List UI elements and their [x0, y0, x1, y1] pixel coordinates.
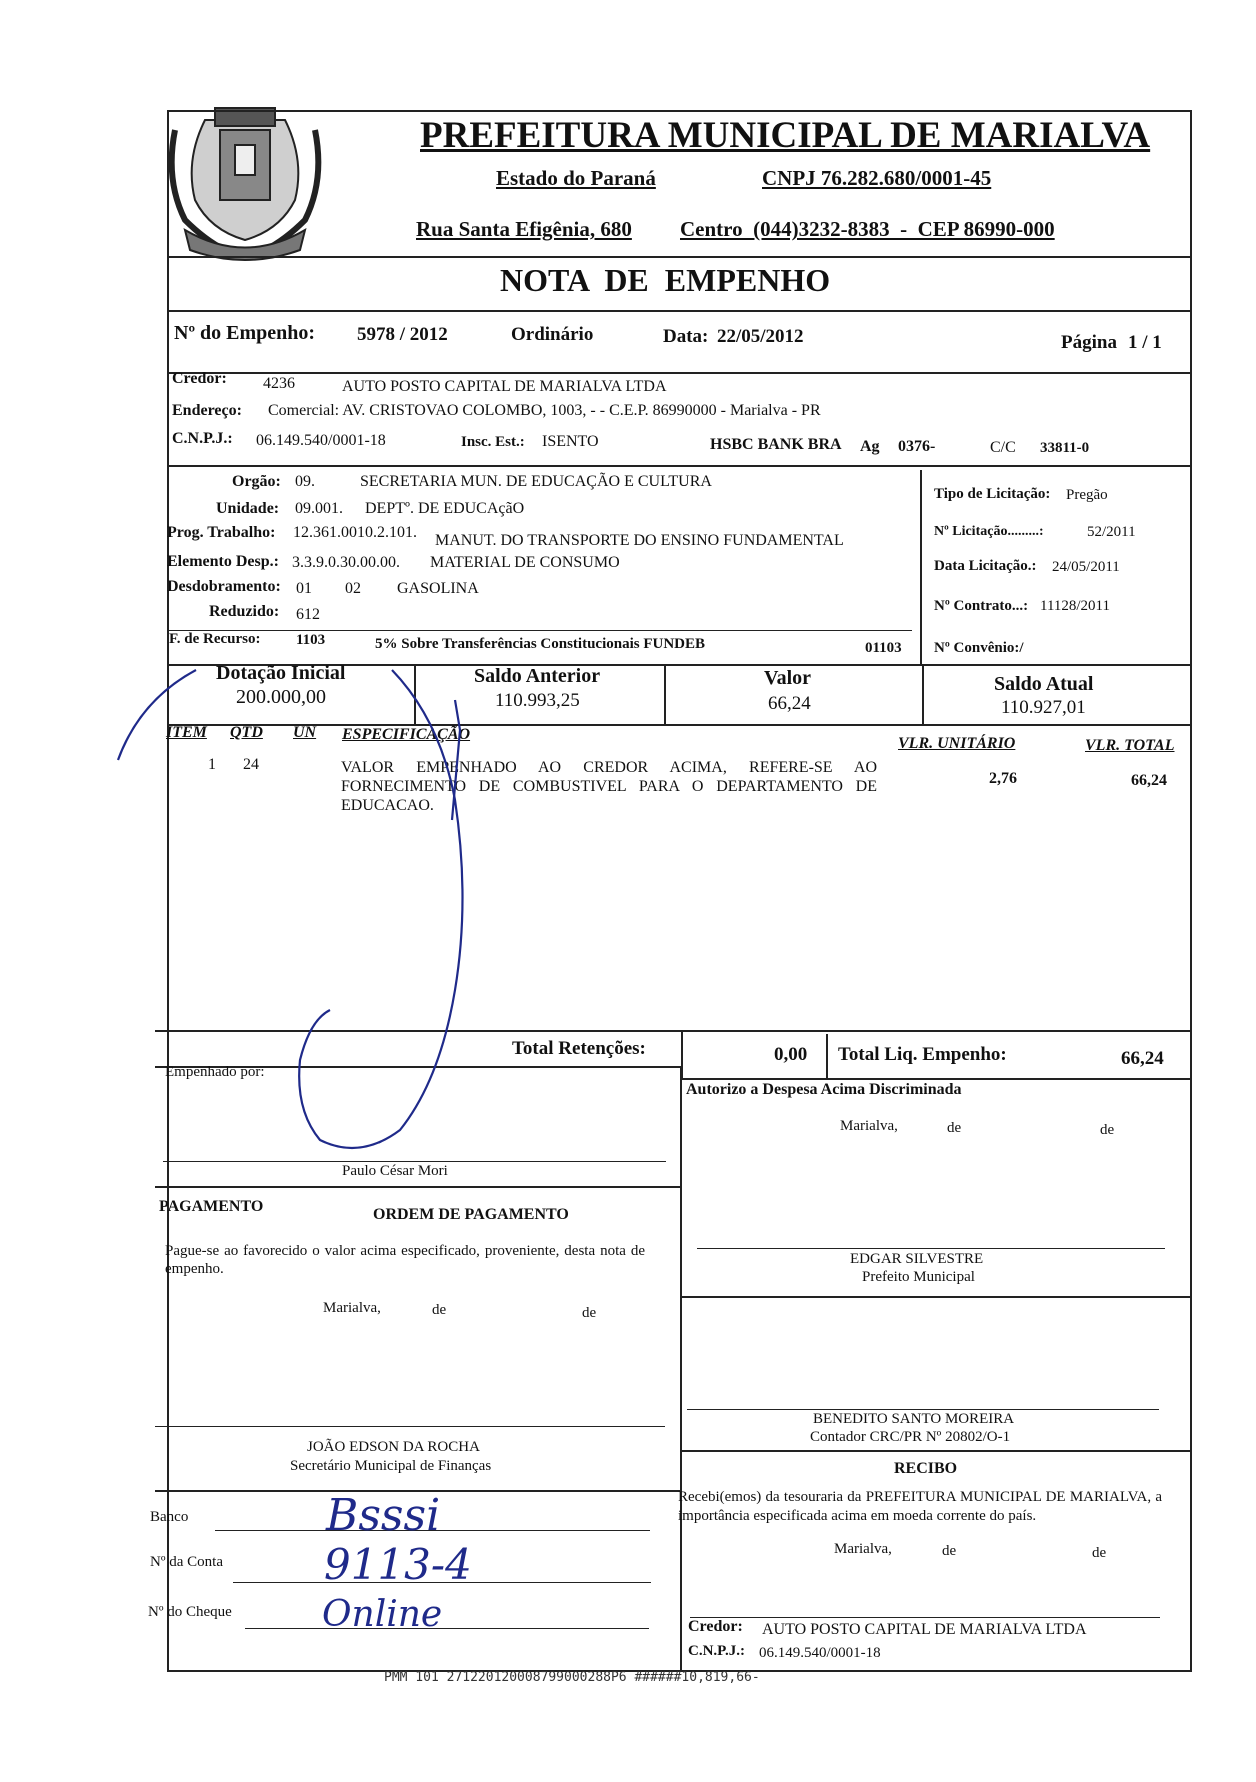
- pagamento-text: Pague-se ao favorecido o valor acima especificado, proveniente, desta nota de empenho.: [165, 1243, 645, 1277]
- header-district: Centro (044)3232-8383 - CEP 86990-000: [680, 217, 1055, 241]
- account-label: C/C: [990, 439, 1016, 456]
- unidade-name: DEPTº. DE EDUCAçãO: [365, 500, 525, 517]
- col-vlr-total: VLR. TOTAL: [1085, 737, 1175, 754]
- saldo-atual-value: 110.927,01: [1001, 697, 1086, 718]
- desdobramento-code1: 01: [296, 580, 312, 597]
- autorizo-de2: de: [1100, 1122, 1115, 1138]
- desdobramento-label: Desdobramento:: [167, 578, 281, 595]
- empenho-date: 22/05/2012: [717, 326, 804, 347]
- pagamento-de1: de: [432, 1302, 447, 1318]
- retencoes-label: Total Retenções:: [512, 1038, 646, 1059]
- banco-label: Banco: [150, 1509, 189, 1525]
- empenho-date-label: Data:: [663, 326, 709, 347]
- licitacao-data: 24/05/2011: [1052, 559, 1120, 575]
- empenhado-label: Empenhado por:: [165, 1064, 265, 1080]
- recurso-label: F. de Recurso:: [169, 631, 261, 647]
- cheque-handwritten: Online: [322, 1594, 443, 1635]
- recibo-de2: de: [1092, 1545, 1107, 1561]
- recurso-name: 5% Sobre Transferências Constitucionais FUNDEB: [375, 636, 706, 652]
- conta-label: Nº da Conta: [150, 1554, 223, 1570]
- pagamento-label: PAGAMENTO: [159, 1198, 264, 1215]
- autorizo-city: Marialva,: [840, 1118, 898, 1134]
- recibo-cnpj-label: C.N.P.J.:: [688, 1643, 745, 1659]
- col-item: ITEM: [166, 724, 207, 741]
- liq-value: 66,24: [1121, 1048, 1164, 1069]
- conta-handwritten: 9113-4: [324, 1540, 472, 1589]
- elemento-name: MATERIAL DE CONSUMO: [430, 554, 620, 571]
- agency-label: Ag: [860, 438, 880, 455]
- col-un: UN: [293, 724, 317, 741]
- cnpj-value: 06.149.540/0001-18: [256, 432, 386, 449]
- recibo-city: Marialva,: [834, 1541, 892, 1557]
- insc-value: ISENTO: [542, 433, 599, 450]
- orgao-name: SECRETARIA MUN. DE EDUCAÇÃO E CULTURA: [360, 473, 712, 490]
- pagamento-de2: de: [582, 1305, 597, 1321]
- agency-value: 0376-: [898, 438, 936, 455]
- banco-handwritten: Bsssi: [326, 1490, 441, 1541]
- contador-name: BENEDITO SANTO MOREIRA: [813, 1411, 1015, 1427]
- empenho-number: 5978 / 2012: [357, 324, 448, 345]
- item-qtd: 24: [243, 756, 259, 773]
- reduzido-label: Reduzido:: [209, 603, 280, 620]
- elemento-label: Elemento Desp.:: [167, 553, 279, 570]
- convenio-label: Nº Convênio:/: [934, 640, 1024, 656]
- header-title: PREFEITURA MUNICIPAL DE MARIALVA: [420, 115, 1151, 156]
- credor-code: 4236: [263, 375, 295, 392]
- recibo-cnpj-value: 06.149.540/0001-18: [759, 1645, 881, 1661]
- header-state: Estado do Paraná: [496, 166, 656, 190]
- saldo-atual-label: Saldo Atual: [994, 673, 1094, 695]
- recurso-code2: 01103: [865, 640, 902, 656]
- recibo-de1: de: [942, 1543, 957, 1559]
- prefeito-role: Prefeito Municipal: [862, 1269, 975, 1285]
- autorizo-label: Autorizo a Despesa Acima Discriminada: [686, 1081, 962, 1098]
- unidade-code: 09.001.: [295, 500, 343, 517]
- licitacao-num: 52/2011: [1087, 524, 1136, 540]
- contrato-label: Nº Contrato...:: [934, 598, 1029, 614]
- item-vlr-unit: 2,76: [989, 770, 1017, 787]
- liq-label: Total Liq. Empenho:: [838, 1044, 1007, 1065]
- address-value: Comercial: AV. CRISTOVAO COLOMBO, 1003, - - C.E.P. 86990000 - Marialva - PR: [268, 402, 821, 419]
- cheque-label: Nº do Cheque: [148, 1604, 232, 1620]
- licitacao-tipo-label: Tipo de Licitação:: [934, 486, 1051, 502]
- header-cnpj: CNPJ 76.282.680/0001-45: [762, 166, 992, 190]
- saldo-anterior-label: Saldo Anterior: [474, 665, 601, 687]
- recibo-credor-name: AUTO POSTO CAPITAL DE MARIALVA LTDA: [762, 1621, 1087, 1638]
- dotacao-label: Dotação Inicial: [216, 662, 346, 684]
- col-vlr-unit: VLR. UNITÁRIO: [898, 735, 1016, 752]
- pagamento-city: Marialva,: [323, 1300, 381, 1316]
- licitacao-data-label: Data Licitação.:: [934, 558, 1037, 574]
- account-value: 33811-0: [1040, 440, 1090, 456]
- prog-name: MANUT. DO TRANSPORTE DO ENSINO FUNDAMENTAL: [435, 532, 844, 549]
- unidade-label: Unidade:: [216, 500, 280, 517]
- secretario-name: JOÃO EDSON DA ROCHA: [307, 1439, 480, 1455]
- empenho-number-label: Nº do Empenho:: [174, 322, 316, 344]
- barcode-text: PMM 101 271220120008799000288P6 ######10,819,66-: [384, 1670, 760, 1685]
- page-number: 1 / 1: [1128, 332, 1162, 353]
- contrato-value: 11128/2011: [1040, 598, 1110, 614]
- item-specification: VALOR EMPENHADO AO CREDOR ACIMA, REFERE-SE AO FORNECIMENTO DE COMBUSTIVEL PARA O DEPARTAMENTO DE EDUCACAO.: [341, 759, 877, 814]
- recibo-label: RECIBO: [894, 1460, 958, 1477]
- valor-label: Valor: [764, 667, 812, 689]
- orgao-label: Orgão:: [232, 473, 281, 490]
- credor-name: AUTO POSTO CAPITAL DE MARIALVA LTDA: [342, 378, 667, 395]
- item-vlr-total: 66,24: [1131, 772, 1167, 789]
- prefeito-name: EDGAR SILVESTRE: [850, 1251, 984, 1267]
- item-number: 1: [208, 756, 216, 773]
- address-label: Endereço:: [172, 402, 242, 419]
- autorizo-de1: de: [947, 1120, 962, 1136]
- reduzido-value: 612: [296, 606, 320, 623]
- desdobramento-code2: 02: [345, 580, 361, 597]
- prog-label: Prog. Trabalho:: [167, 524, 276, 541]
- bank-name: HSBC BANK BRA: [710, 436, 842, 453]
- contador-role: Contador CRC/PR Nº 20802/O-1: [810, 1429, 1011, 1445]
- credor-label: Credor:: [172, 370, 227, 387]
- page-label: Página: [1061, 332, 1117, 353]
- header-street: Rua Santa Efigênia, 680: [416, 217, 632, 241]
- orgao-code: 09.: [295, 473, 315, 490]
- licitacao-tipo: Pregão: [1066, 487, 1108, 503]
- elemento-code: 3.3.9.0.30.00.00.: [292, 554, 400, 571]
- prog-code: 12.361.0010.2.101.: [293, 524, 417, 541]
- recurso-code: 1103: [296, 632, 326, 648]
- insc-label: Insc. Est.:: [461, 434, 525, 450]
- ordem-pagamento: ORDEM DE PAGAMENTO: [373, 1206, 569, 1223]
- col-qtd: QTD: [230, 724, 263, 741]
- saldo-anterior-value: 110.993,25: [495, 690, 580, 711]
- recibo-text: Recebi(emos) da tesouraria da PREFEITURA MUNICIPAL DE MARIALVA, a importância especificada acima em moeda corrente do país.: [678, 1489, 1162, 1524]
- valor-value: 66,24: [768, 693, 811, 714]
- recibo-credor-label: Credor:: [688, 1618, 743, 1635]
- doc-title: NOTA DE EMPENHO: [500, 262, 831, 298]
- col-spec: ESPECIFICAÇÃO: [342, 726, 471, 743]
- dotacao-value: 200.000,00: [236, 686, 326, 708]
- cnpj-label: C.N.P.J.:: [172, 430, 233, 447]
- empenhado-signer: Paulo César Mori: [342, 1163, 448, 1179]
- secretario-role: Secretário Municipal de Finanças: [290, 1458, 492, 1474]
- licitacao-num-label: Nº Licitação.........:: [934, 524, 1044, 539]
- empenho-type: Ordinário: [511, 324, 594, 345]
- desdobramento-name: GASOLINA: [397, 580, 479, 597]
- retencoes-value: 0,00: [774, 1044, 808, 1065]
